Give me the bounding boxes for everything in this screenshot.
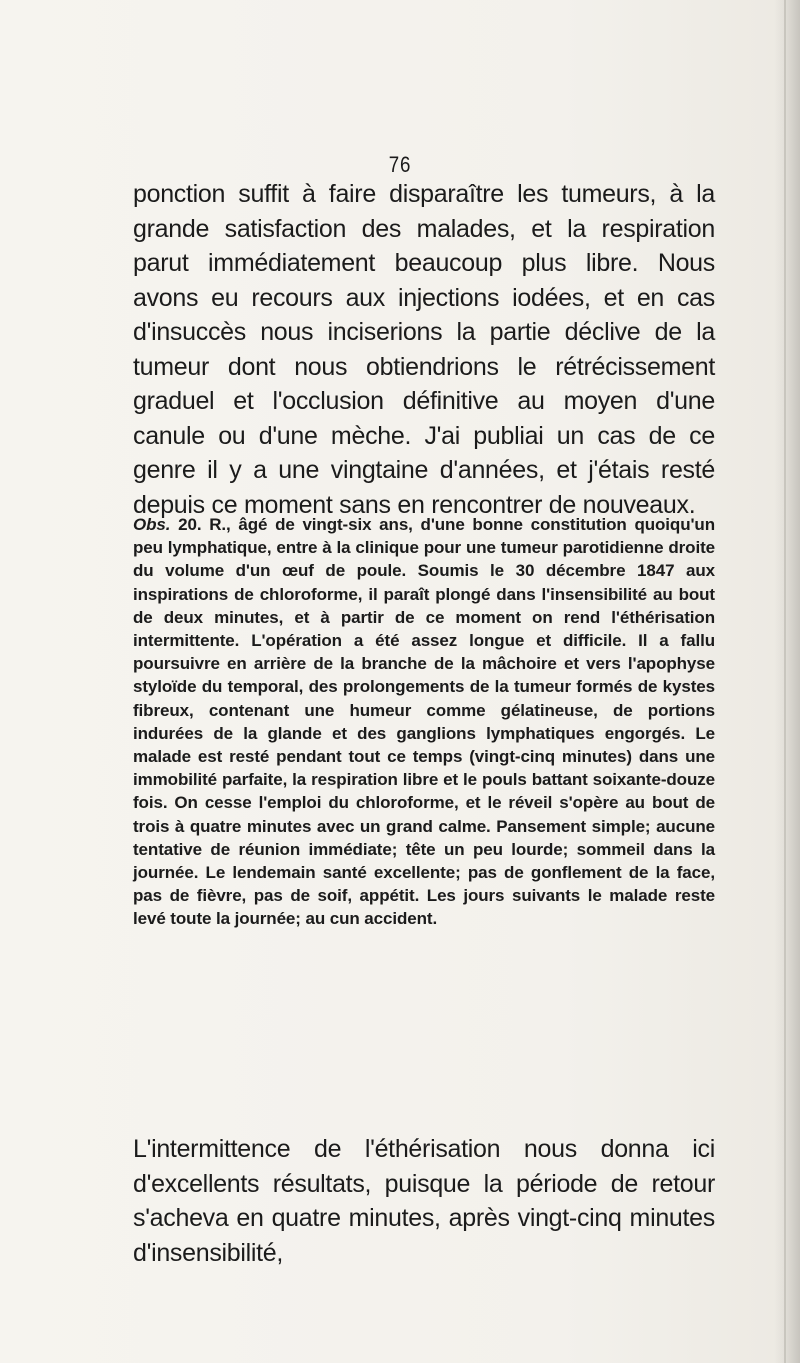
observation-text: 20. R., âgé de vingt-six ans, d'une bonne constitution quoiqu'un peu lymphatique, entre à la clinique pour une tumeur parotidienne droite du volume d'un œuf de poule. Soumis le 30 décembre 1847 aux inspirations de chloroforme, il paraît plongé dans l'insensibilité au bout de deux minutes, et à partir de ce moment on rend l'éthérisation intermittente. L'opération a été assez longue et difficile. Il a fallu poursuivre en arrière de la branche de la mâchoire et vers l'apophyse styloïde du temporal, des prolongements de la tumeur formés de kystes fibreux, contenant une humeur comme gélatineuse, de portions indurées de la glande et des ganglions lymphatiques engorgés. Le malade est resté pendant tout ce temps (vingt-cinq minutes) dans une immobilité parfaite, la respiration libre et le pouls battant soixante-douze fois. On cesse l'emploi du chloroforme, et le réveil s'opère au bout de trois à quatre minutes avec un grand calme. Pansement simple; aucune tentative de réunion immédiate; tête un peu lourde; sommeil dans la journée. Le lendemain santé excellente; pas de gonflement de la face, pas de fièvre, pas de soif, appétit. Les jours suivants le malade reste levé toute la journée; au cun accident. xyxy=(133,515,715,929)
observation-paragraph xyxy=(133,513,715,931)
main-paragraph: ponction suffit à faire disparaître les tumeurs, à la grande satisfaction des malades, et la respiration parut immédiatement beaucoup plus libre. Nous avons eu recours aux injections iodées, et en cas d'insuccès nous inciserions la partie déclive de la tumeur dont nous obtiendrions le rétrécissement graduel et l'occlusion définitive au moyen d'une canule ou d'une mèche. J'ai publiai un cas de ce genre il y a une vingtaine d'années, et j'étais resté depuis ce moment sans en rencontrer de nouveaux. xyxy=(133,180,715,519)
page-number: 76 xyxy=(388,152,412,177)
page-edge-line xyxy=(784,0,786,1363)
bottom-paragraph: L'intermittence de l'éthérisation nous donna ici d'excellents résultats, puisque la période de retour s'acheva en quatre minutes, après vingt-cinq minutes d'insensibilité, xyxy=(133,1135,715,1267)
observation-label: Obs. xyxy=(133,515,171,534)
page-edge-shadow xyxy=(774,0,800,1363)
